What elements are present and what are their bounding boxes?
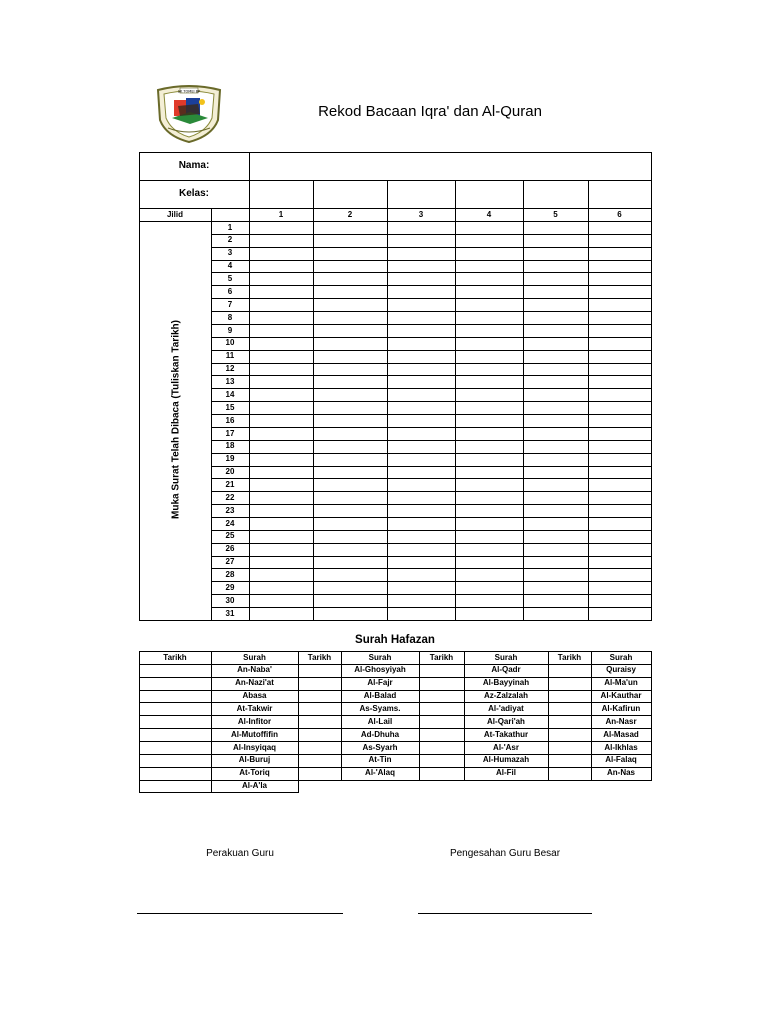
surah-name: Al-Qari'ah bbox=[487, 716, 525, 726]
table-gridline bbox=[211, 285, 652, 286]
table-gridline bbox=[211, 543, 652, 544]
surah-name: An-Naba' bbox=[237, 665, 272, 675]
kelas-label: Kelas: bbox=[178, 188, 209, 199]
surah-name: Al-Kafirun bbox=[601, 704, 641, 713]
table-gridline bbox=[139, 152, 652, 153]
table-gridline bbox=[139, 728, 652, 729]
table-gridline bbox=[139, 715, 652, 716]
table-gridline bbox=[139, 741, 652, 742]
table-gridline bbox=[455, 180, 456, 208]
table-gridline bbox=[211, 427, 652, 428]
hafazan-title: Surah Hafazan bbox=[355, 634, 435, 646]
table-gridline bbox=[139, 208, 652, 209]
page-row-number: 30 bbox=[225, 595, 235, 605]
table-gridline bbox=[298, 651, 299, 792]
table-gridline bbox=[139, 651, 652, 652]
surah-name: Al-'Alaq bbox=[365, 768, 395, 778]
surah-name: As-Syams. bbox=[359, 704, 401, 713]
table-gridline bbox=[548, 651, 549, 780]
surah-name: Al-Humazah bbox=[482, 755, 530, 765]
hafazan-header: Surah bbox=[609, 652, 633, 662]
table-gridline bbox=[211, 466, 652, 467]
table-gridline bbox=[211, 491, 652, 492]
hafazan-header: Surah bbox=[494, 652, 518, 662]
table-gridline bbox=[651, 152, 652, 620]
surah-name: As-Syarh bbox=[362, 742, 398, 752]
jilid-label: Jilid bbox=[166, 210, 183, 219]
table-gridline bbox=[139, 780, 652, 781]
surah-name: Az-Zalzalah bbox=[483, 691, 528, 701]
table-gridline bbox=[211, 517, 652, 518]
table-gridline bbox=[139, 620, 652, 621]
surah-name: Al-'Asr bbox=[493, 742, 519, 752]
surah-name: Al-Infitor bbox=[237, 716, 272, 726]
page-row-number: 16 bbox=[225, 415, 235, 425]
hafazan-header: Surah bbox=[368, 652, 392, 662]
table-gridline bbox=[211, 272, 652, 273]
surah-name: Al-Masad bbox=[603, 729, 639, 739]
table-gridline bbox=[211, 247, 652, 248]
table-gridline bbox=[211, 556, 652, 557]
surah-name: At-Tin bbox=[368, 755, 392, 765]
table-gridline bbox=[211, 363, 652, 364]
page-row-number: 22 bbox=[225, 492, 235, 502]
table-gridline bbox=[211, 478, 652, 479]
nama-label: Nama: bbox=[178, 160, 210, 171]
page-title: Rekod Bacaan Iqra' dan Al-Quran bbox=[318, 103, 542, 120]
surah-name: Quraisy bbox=[606, 665, 636, 675]
table-gridline bbox=[211, 453, 652, 454]
page-row-number: 24 bbox=[225, 518, 235, 528]
page-row-number: 20 bbox=[225, 467, 235, 477]
page-row-number: 7 bbox=[227, 299, 233, 309]
hafazan-header: Tarikh bbox=[163, 652, 187, 662]
table-gridline bbox=[211, 324, 652, 325]
page-row-number: 10 bbox=[225, 338, 235, 348]
surah-name: Al-Bayyinah bbox=[482, 678, 530, 688]
surah-name: At-Toriq bbox=[239, 768, 270, 778]
page-row-number: 27 bbox=[225, 557, 235, 567]
table-gridline bbox=[211, 530, 652, 531]
table-gridline bbox=[211, 581, 652, 582]
surah-name: Ad-Dhuha bbox=[360, 729, 400, 739]
page-row-number: 26 bbox=[225, 544, 235, 554]
table-gridline bbox=[139, 767, 652, 768]
page-row-number: 11 bbox=[225, 351, 235, 361]
surah-name: Al-Ikhlas bbox=[604, 742, 638, 752]
page-row-number: 17 bbox=[225, 428, 235, 438]
hafazan-header: Tarikh bbox=[307, 652, 332, 662]
page-row-number: 19 bbox=[225, 454, 235, 464]
page-row-number: 2 bbox=[227, 235, 233, 245]
table-gridline bbox=[313, 180, 314, 208]
table-gridline bbox=[139, 221, 652, 222]
surah-name: Al-Qadr bbox=[491, 665, 521, 675]
page-row-number: 29 bbox=[225, 582, 235, 592]
table-gridline bbox=[211, 388, 652, 389]
hafazan-header: Surah bbox=[243, 652, 266, 662]
surah-name: An-Nas bbox=[606, 768, 635, 778]
surah-name: Al-'adiyat bbox=[488, 704, 524, 713]
jilid-number: 2 bbox=[347, 210, 353, 219]
table-gridline bbox=[139, 677, 652, 678]
surah-name: Al-Buruj bbox=[238, 755, 271, 765]
pengesahan-guru-besar-label: Pengesahan Guru Besar bbox=[449, 848, 561, 859]
perakuan-signature-line bbox=[137, 913, 343, 914]
page-row-number: 8 bbox=[227, 312, 233, 322]
surah-name: Al-Lail bbox=[367, 716, 393, 726]
surah-name: At-Takathur bbox=[483, 729, 529, 739]
table-gridline bbox=[139, 792, 299, 793]
surah-name: Al-Mutoffifin bbox=[230, 729, 279, 739]
table-gridline bbox=[211, 337, 652, 338]
table-gridline bbox=[211, 504, 652, 505]
jilid-number: 1 bbox=[278, 210, 284, 219]
jilid-number: 3 bbox=[418, 210, 424, 219]
page-row-number: 21 bbox=[225, 480, 235, 489]
table-gridline bbox=[651, 651, 652, 780]
surah-name: Al-A'la bbox=[241, 781, 267, 791]
surah-name: Al-Balad bbox=[363, 691, 397, 701]
surah-name: Al-Kauthar bbox=[600, 691, 642, 701]
surah-name: An-Nasr bbox=[605, 716, 637, 726]
page-row-number: 4 bbox=[227, 261, 233, 271]
table-gridline bbox=[211, 414, 652, 415]
page-row-number: 15 bbox=[225, 402, 235, 412]
table-gridline bbox=[211, 234, 652, 235]
pengesahan-signature-line bbox=[418, 913, 592, 914]
page-row-number: 18 bbox=[225, 441, 235, 451]
page-row-number: 23 bbox=[225, 505, 235, 515]
surah-name: Al-Ma'un bbox=[604, 678, 638, 688]
table-gridline bbox=[211, 298, 652, 299]
surah-name: Al-Fil bbox=[496, 768, 516, 778]
surah-name: Al-Insyiqaq bbox=[232, 742, 277, 752]
surah-name: At-Takwir bbox=[236, 704, 273, 713]
table-gridline bbox=[211, 375, 652, 376]
page-row-number: 28 bbox=[225, 570, 235, 580]
table-gridline bbox=[211, 607, 652, 608]
table-gridline bbox=[139, 651, 140, 792]
table-gridline bbox=[139, 152, 140, 620]
jilid-number: 4 bbox=[486, 210, 492, 219]
table-gridline bbox=[523, 180, 524, 208]
jilid-number: 5 bbox=[553, 210, 558, 219]
table-gridline bbox=[419, 651, 420, 780]
surah-name: Al-Falaq bbox=[605, 755, 637, 765]
table-gridline bbox=[211, 401, 652, 402]
crest-text: SK TOMEI BP bbox=[177, 89, 201, 94]
page-row-number: 25 bbox=[225, 531, 235, 541]
page-row-number: 31 bbox=[225, 608, 235, 618]
table-gridline bbox=[211, 568, 652, 569]
table-gridline bbox=[211, 440, 652, 441]
table-gridline bbox=[387, 180, 388, 208]
page-row-number: 13 bbox=[225, 377, 235, 387]
school-crest-icon bbox=[150, 84, 228, 144]
vertical-label: Muka Surat Telah Dibaca (Tuliskan Tarikh) bbox=[170, 320, 182, 520]
table-gridline bbox=[211, 594, 652, 595]
jilid-number: 6 bbox=[617, 210, 622, 219]
page-row-number: 14 bbox=[225, 389, 235, 399]
page-row-number: 1 bbox=[227, 222, 233, 232]
surah-name: An-Nazi'at bbox=[235, 678, 274, 688]
surah-name: Al-Fajr bbox=[367, 678, 393, 688]
table-gridline bbox=[139, 180, 652, 181]
surah-name: Al-Ghosyiyah bbox=[354, 665, 406, 675]
page-row-number: 5 bbox=[227, 274, 233, 284]
table-gridline bbox=[588, 180, 589, 208]
surah-name: Abasa bbox=[242, 691, 267, 701]
page-row-number: 9 bbox=[227, 325, 233, 335]
table-gridline bbox=[211, 260, 652, 261]
table-gridline bbox=[211, 350, 652, 351]
table-gridline bbox=[211, 311, 652, 312]
hafazan-header: Tarikh bbox=[557, 652, 582, 662]
page-row-number: 12 bbox=[225, 364, 235, 374]
page-row-number: 3 bbox=[227, 248, 233, 258]
table-gridline bbox=[139, 754, 652, 755]
hafazan-header: Tarikh bbox=[429, 652, 454, 662]
perakuan-guru-label: Perakuan Guru bbox=[206, 848, 274, 859]
page-row-number: 6 bbox=[227, 286, 233, 296]
